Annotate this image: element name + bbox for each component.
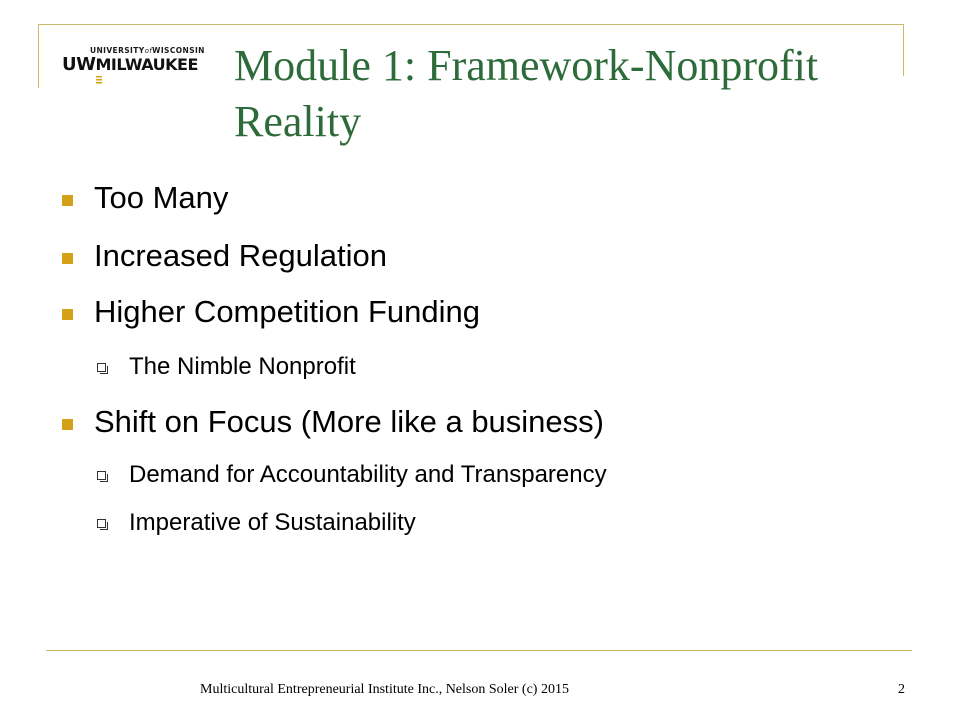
bottom-rule — [46, 650, 912, 651]
top-rule — [38, 24, 904, 25]
page-number: 2 — [898, 682, 905, 697]
bullet-text: Shift on Focus (More like a business) — [94, 404, 604, 439]
logo-university-line: UNIVERSITYofWISCONSIN — [90, 46, 205, 55]
sub-bullet-item — [129, 461, 607, 489]
logo-milwaukee: MILWAUKEE — [95, 55, 198, 74]
bullet-text: Higher Competition Funding — [94, 294, 480, 329]
slide-title: Module 1: Framework-Nonprofit Reality — [234, 41, 819, 146]
sub-bullet-text: The Nimble Nonprofit — [129, 353, 356, 380]
bullet-item — [94, 294, 480, 330]
sub-bullet-text: Demand for Accountability and Transparency — [129, 461, 607, 488]
square-bullet-icon — [62, 309, 73, 320]
logo-mark-icon — [96, 76, 106, 84]
square-bullet-icon — [62, 419, 73, 430]
bullet-item — [94, 238, 387, 274]
sub-bullet-text: Imperative of Sustainability — [129, 509, 416, 536]
square-bullet-icon — [62, 195, 73, 206]
footer-text: Multicultural Entrepreneurial Institute Inc., Nelson Soler (c) 2015 — [200, 682, 569, 697]
box-bullet-icon — [97, 519, 106, 528]
bullet-text: Too Many — [94, 180, 229, 215]
sub-bullet-item — [129, 509, 416, 537]
square-bullet-icon — [62, 253, 73, 264]
box-bullet-icon — [97, 471, 106, 480]
bullet-text: Increased Regulation — [94, 238, 387, 273]
left-rule — [38, 24, 39, 88]
sub-bullet-item — [129, 353, 356, 381]
bullet-item — [94, 404, 604, 440]
bullet-item — [94, 180, 228, 216]
logo-uw: UW — [62, 54, 96, 75]
logo-wordmark — [62, 54, 198, 75]
uwm-logo — [62, 46, 210, 90]
box-bullet-icon — [97, 363, 106, 372]
